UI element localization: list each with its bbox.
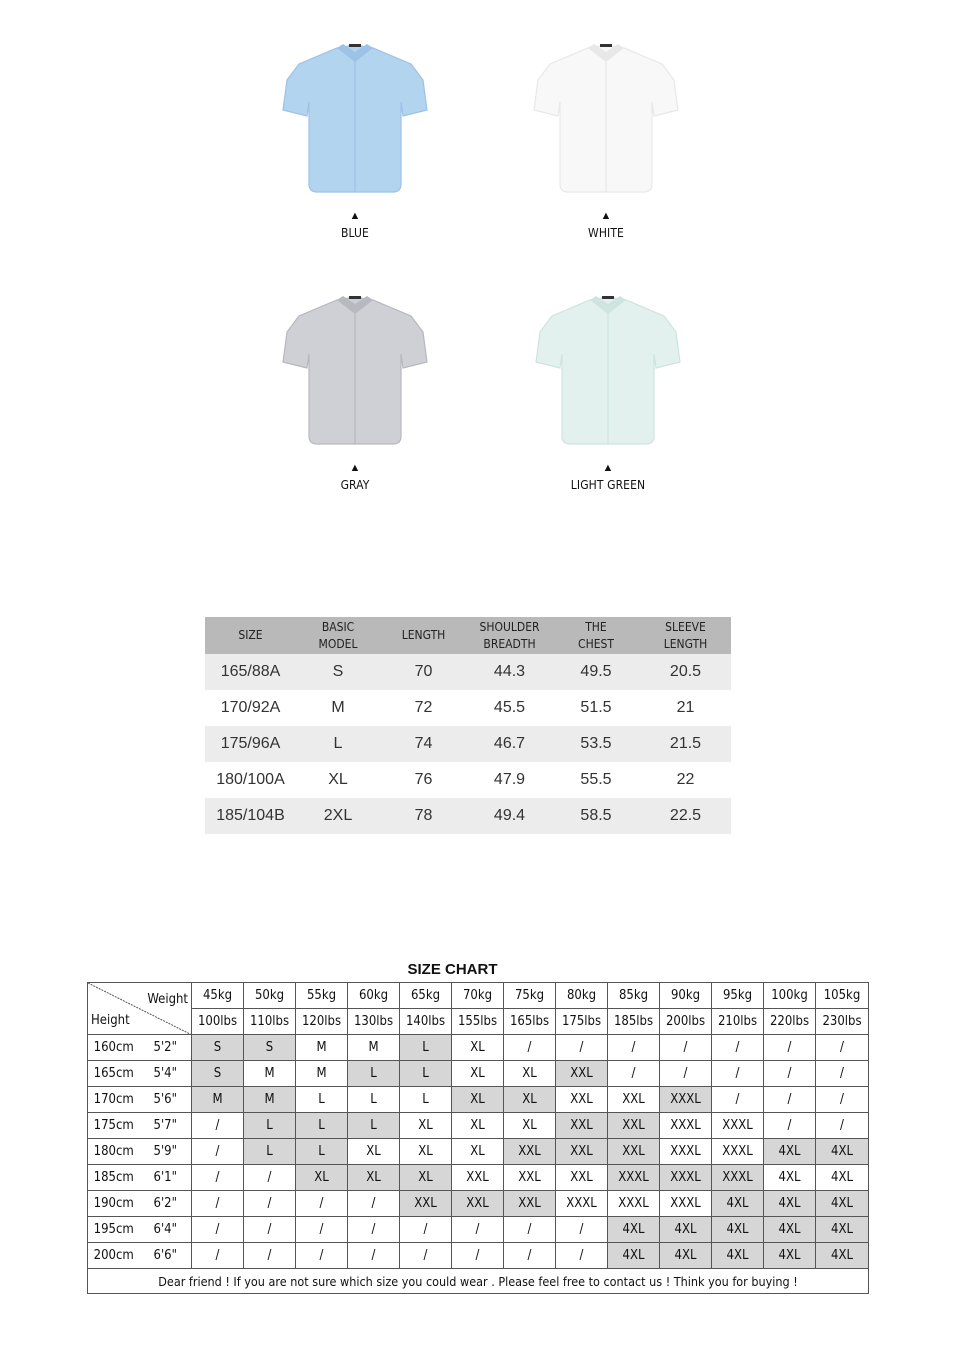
size-cell: / — [348, 1191, 400, 1217]
measurement-cell: 51.5 — [580, 699, 612, 716]
height-ft-cell: 5'7" — [140, 1113, 192, 1139]
weight-axis-label: Weight — [147, 992, 188, 1007]
height-cm-cell: 200cm — [88, 1243, 140, 1269]
measurement-cell: 22 — [676, 771, 695, 788]
size-cell: XXXL — [712, 1139, 764, 1165]
size-cell: / — [192, 1243, 244, 1269]
size-cell: XXL — [452, 1165, 504, 1191]
height-cm-cell: 185cm — [88, 1165, 140, 1191]
size-cell: / — [244, 1243, 296, 1269]
measurement-cell: 74 — [380, 726, 467, 762]
measurement-header-row — [205, 617, 731, 654]
measurement-column-header: SIZE — [205, 617, 296, 654]
measurement-cell: 70 — [380, 654, 467, 690]
height-ft-cell: 5'4" — [140, 1061, 192, 1087]
size-cell: / — [556, 1243, 608, 1269]
size-cell: / — [244, 1191, 296, 1217]
size-cell: / — [400, 1243, 452, 1269]
size-cell: / — [764, 1035, 816, 1061]
height-ft-cell: 6'2" — [140, 1191, 192, 1217]
size-cell: / — [348, 1243, 400, 1269]
measurement-cell: 49.4 — [467, 798, 552, 834]
measurement-cell: 78 — [380, 798, 467, 834]
weight-lbs-header: 110lbs — [244, 1009, 296, 1035]
size-cell: 4XL — [712, 1191, 764, 1217]
size-cell: / — [192, 1191, 244, 1217]
measurement-cell: 49.5 — [552, 654, 640, 690]
size-cell: 4XL — [660, 1217, 712, 1243]
measurement-cell: 47.9 — [493, 771, 526, 788]
measurement-cell: 45.5 — [493, 699, 526, 716]
weight-lbs-header: 210lbs — [712, 1009, 764, 1035]
weight-kg-header: 80kg — [556, 983, 608, 1009]
height-ft-cell: 6'6" — [140, 1243, 192, 1269]
size-cell: XXXL — [660, 1165, 712, 1191]
size-cell: / — [764, 1087, 816, 1113]
size-cell: / — [348, 1217, 400, 1243]
weight-kg-header: 100kg — [764, 983, 816, 1009]
measurement-cell: 46.7 — [467, 726, 552, 762]
size-cell: XXL — [608, 1087, 660, 1113]
weight-kg-header: 75kg — [504, 983, 556, 1009]
weight-kg-header: 45kg — [192, 983, 244, 1009]
size-cell: XXL — [504, 1139, 556, 1165]
size-cell: XL — [348, 1165, 400, 1191]
size-cell: / — [504, 1035, 556, 1061]
color-name-label: BLUE — [341, 226, 369, 240]
weight-kg-header: 85kg — [608, 983, 660, 1009]
height-ft-cell: 6'1" — [140, 1165, 192, 1191]
size-cell: 4XL — [608, 1243, 660, 1269]
measurement-cell: L — [296, 726, 380, 762]
size-cell: M — [244, 1061, 296, 1087]
up-arrow-icon: ▲ — [349, 210, 361, 222]
size-cell: XXXL — [556, 1191, 608, 1217]
size-chart-row — [88, 1165, 869, 1191]
size-cell: XXL — [556, 1087, 608, 1113]
weight-lbs-header: 100lbs — [192, 1009, 244, 1035]
measurement-row — [205, 654, 731, 690]
size-cell: M — [244, 1087, 296, 1113]
size-cell: L — [400, 1087, 452, 1113]
height-cm-cell: 195cm — [88, 1217, 140, 1243]
size-cell: XXL — [556, 1165, 608, 1191]
measurement-cell: 165/88A — [205, 654, 296, 690]
size-cell: XXL — [556, 1061, 608, 1087]
size-cell: / — [816, 1087, 869, 1113]
size-chart-row — [88, 1217, 869, 1243]
size-cell: XL — [504, 1113, 556, 1139]
size-cell: L — [244, 1139, 296, 1165]
measurement-cell: 58.5 — [552, 798, 640, 834]
size-cell: / — [192, 1139, 244, 1165]
size-cell: L — [296, 1113, 348, 1139]
size-chart-row — [88, 1061, 869, 1087]
size-cell: / — [556, 1035, 608, 1061]
size-chart-table — [87, 982, 869, 1294]
size-cell: / — [816, 1061, 869, 1087]
size-cell: L — [400, 1061, 452, 1087]
size-cell: L — [348, 1087, 400, 1113]
size-cell: XXL — [452, 1191, 504, 1217]
measurement-cell: M — [331, 699, 345, 716]
shirt-icon — [508, 292, 708, 450]
weight-lbs-header: 175lbs — [556, 1009, 608, 1035]
size-cell: L — [296, 1087, 348, 1113]
weight-kg-header: 55kg — [296, 983, 348, 1009]
height-cm-cell: 165cm — [88, 1061, 140, 1087]
height-ft-cell: 5'6" — [140, 1087, 192, 1113]
measurement-cell: 180/100A — [216, 771, 285, 788]
size-cell: XXL — [608, 1139, 660, 1165]
shirt-icon — [255, 292, 455, 450]
size-cell: L — [348, 1113, 400, 1139]
height-cm-cell: 190cm — [88, 1191, 140, 1217]
size-chart-row — [88, 1087, 869, 1113]
size-chart-corner — [88, 983, 192, 1035]
weight-lbs-header: 155lbs — [452, 1009, 504, 1035]
weight-lbs-header: 185lbs — [608, 1009, 660, 1035]
size-cell: M — [296, 1035, 348, 1061]
size-cell: 4XL — [816, 1217, 869, 1243]
size-chart-row — [88, 1113, 869, 1139]
size-cell: M — [296, 1061, 348, 1087]
color-swatch-blue[interactable] — [245, 40, 465, 240]
weight-kg-header: 60kg — [348, 983, 400, 1009]
size-cell: / — [296, 1243, 348, 1269]
size-cell: / — [504, 1217, 556, 1243]
size-cell: XXXL — [712, 1165, 764, 1191]
size-cell: XL — [452, 1087, 504, 1113]
size-chart-title: SIZE CHART — [407, 961, 498, 978]
weight-kg-header: 65kg — [400, 983, 452, 1009]
size-cell: / — [816, 1113, 869, 1139]
weight-lbs-header: 220lbs — [764, 1009, 816, 1035]
measurement-row — [205, 726, 731, 762]
size-cell: / — [504, 1243, 556, 1269]
measurement-column-header: THE CHEST — [552, 617, 640, 654]
size-cell: S — [192, 1061, 244, 1087]
size-cell: XL — [452, 1113, 504, 1139]
weight-kg-header: 90kg — [660, 983, 712, 1009]
size-cell: XXL — [400, 1191, 452, 1217]
size-cell: XXL — [504, 1165, 556, 1191]
size-cell: 4XL — [816, 1165, 869, 1191]
measurement-cell: 21 — [676, 699, 695, 716]
size-cell: 4XL — [816, 1243, 869, 1269]
size-cell: / — [296, 1191, 348, 1217]
size-cell: / — [712, 1061, 764, 1087]
size-cell: XXXL — [660, 1191, 712, 1217]
size-cell: XXL — [556, 1139, 608, 1165]
color-name-label: GRAY — [340, 478, 370, 492]
measurement-cell: S — [296, 654, 380, 690]
size-cell: XL — [452, 1061, 504, 1087]
size-cell: 4XL — [764, 1243, 816, 1269]
measurement-cell: 53.5 — [552, 726, 640, 762]
height-cm-cell: 160cm — [88, 1035, 140, 1061]
up-arrow-icon: ▲ — [602, 462, 614, 474]
color-name-label: WHITE — [588, 226, 624, 240]
weight-lbs-header: 130lbs — [348, 1009, 400, 1035]
size-cell: XL — [452, 1139, 504, 1165]
weight-lbs-header: 120lbs — [296, 1009, 348, 1035]
size-cell: XL — [400, 1139, 452, 1165]
size-cell: XL — [400, 1113, 452, 1139]
measurement-cell: XL — [328, 771, 348, 788]
size-cell: 4XL — [712, 1217, 764, 1243]
weight-kg-header: 70kg — [452, 983, 504, 1009]
size-cell: XL — [400, 1165, 452, 1191]
weight-kg-header: 95kg — [712, 983, 764, 1009]
size-cell: / — [452, 1217, 504, 1243]
size-cell: XXXL — [608, 1191, 660, 1217]
size-cell: 4XL — [816, 1139, 869, 1165]
size-cell: XXL — [504, 1191, 556, 1217]
size-cell: L — [244, 1113, 296, 1139]
size-cell: 4XL — [764, 1139, 816, 1165]
size-cell: 4XL — [660, 1243, 712, 1269]
size-cell: L — [296, 1139, 348, 1165]
measurement-cell: 170/92A — [220, 699, 281, 716]
size-cell: XL — [504, 1061, 556, 1087]
size-cell: / — [192, 1113, 244, 1139]
measurement-cell: 76 — [414, 771, 433, 788]
measurement-row — [205, 762, 731, 798]
size-cell: 4XL — [764, 1217, 816, 1243]
measurement-table — [205, 617, 731, 834]
weight-lbs-header: 200lbs — [660, 1009, 712, 1035]
size-chart-row — [88, 1035, 869, 1061]
color-name-label: LIGHT GREEN — [570, 478, 646, 492]
measurement-column-header: BASIC MODEL — [296, 617, 380, 654]
measurement-cell: 2XL — [296, 798, 380, 834]
size-cell: XXXL — [660, 1113, 712, 1139]
height-cm-cell: 175cm — [88, 1113, 140, 1139]
size-cell: / — [296, 1217, 348, 1243]
size-cell: / — [556, 1217, 608, 1243]
size-cell: / — [764, 1061, 816, 1087]
size-cell: XL — [348, 1139, 400, 1165]
height-cm-cell: 180cm — [88, 1139, 140, 1165]
size-cell: XL — [452, 1035, 504, 1061]
size-cell: / — [816, 1035, 869, 1061]
measurement-cell: 72 — [414, 699, 433, 716]
shirt-icon — [255, 40, 455, 198]
height-ft-cell: 5'9" — [140, 1139, 192, 1165]
color-swatch-gray[interactable] — [245, 292, 465, 492]
size-cell: L — [348, 1061, 400, 1087]
measurement-cell: 55.5 — [580, 771, 612, 788]
size-cell: / — [660, 1035, 712, 1061]
size-cell: 4XL — [712, 1243, 764, 1269]
size-cell: 4XL — [764, 1165, 816, 1191]
weight-kg-header: 105kg — [816, 983, 869, 1009]
height-axis-label: Height — [91, 1013, 130, 1028]
size-cell: / — [192, 1217, 244, 1243]
size-cell: / — [608, 1061, 660, 1087]
size-cell: / — [400, 1217, 452, 1243]
size-cell: XXXL — [608, 1165, 660, 1191]
height-ft-cell: 5'2" — [140, 1035, 192, 1061]
size-cell: / — [608, 1035, 660, 1061]
measurement-column-header: LENGTH — [380, 617, 467, 654]
size-chart-row — [88, 1191, 869, 1217]
size-chart-row — [88, 1139, 869, 1165]
size-cell: XXXL — [712, 1113, 764, 1139]
size-chart-weight-lbs-row — [88, 1009, 869, 1035]
measurement-row — [205, 798, 731, 834]
height-cm-cell: 170cm — [88, 1087, 140, 1113]
measurement-cell: 22.5 — [640, 798, 731, 834]
weight-lbs-header: 230lbs — [816, 1009, 869, 1035]
size-cell: / — [660, 1061, 712, 1087]
up-arrow-icon: ▲ — [600, 210, 612, 222]
size-cell: / — [244, 1165, 296, 1191]
weight-lbs-header: 140lbs — [400, 1009, 452, 1035]
size-cell: S — [244, 1035, 296, 1061]
measurement-cell: 44.3 — [467, 654, 552, 690]
size-cell: XXXL — [660, 1087, 712, 1113]
measurement-cell: 21.5 — [640, 726, 731, 762]
color-swatch-white[interactable] — [496, 40, 716, 240]
measurement-cell: 185/104B — [205, 798, 296, 834]
size-cell: / — [244, 1217, 296, 1243]
size-cell: L — [400, 1035, 452, 1061]
size-chart-weight-kg-row — [88, 983, 869, 1009]
size-cell: / — [192, 1165, 244, 1191]
size-cell: S — [192, 1035, 244, 1061]
size-cell: XXL — [556, 1113, 608, 1139]
size-cell: XXL — [608, 1113, 660, 1139]
size-chart-row — [88, 1243, 869, 1269]
size-cell: / — [712, 1035, 764, 1061]
size-cell: / — [712, 1087, 764, 1113]
size-cell: / — [764, 1113, 816, 1139]
size-cell: XXXL — [660, 1139, 712, 1165]
size-cell: 4XL — [764, 1191, 816, 1217]
up-arrow-icon: ▲ — [349, 462, 361, 474]
measurement-column-header: SHOULDER BREADTH — [467, 617, 552, 654]
measurement-column-header: SLEEVE LENGTH — [640, 617, 731, 654]
size-cell: 4XL — [816, 1191, 869, 1217]
measurement-row — [205, 690, 731, 726]
size-chart-footer-note: Dear friend ! If you are not sure which size you could wear . Please feel free to contact us ! Think you for buying ! — [88, 1269, 869, 1294]
color-swatch-light-green[interactable] — [498, 292, 718, 492]
weight-kg-header: 50kg — [244, 983, 296, 1009]
size-cell: 4XL — [608, 1217, 660, 1243]
size-cell: M — [192, 1087, 244, 1113]
size-cell: M — [348, 1035, 400, 1061]
height-ft-cell: 6'4" — [140, 1217, 192, 1243]
size-cell: / — [452, 1243, 504, 1269]
shirt-icon — [506, 40, 706, 198]
size-cell: XL — [296, 1165, 348, 1191]
size-cell: XL — [504, 1087, 556, 1113]
weight-lbs-header: 165lbs — [504, 1009, 556, 1035]
measurement-cell: 20.5 — [640, 654, 731, 690]
measurement-cell: 175/96A — [205, 726, 296, 762]
